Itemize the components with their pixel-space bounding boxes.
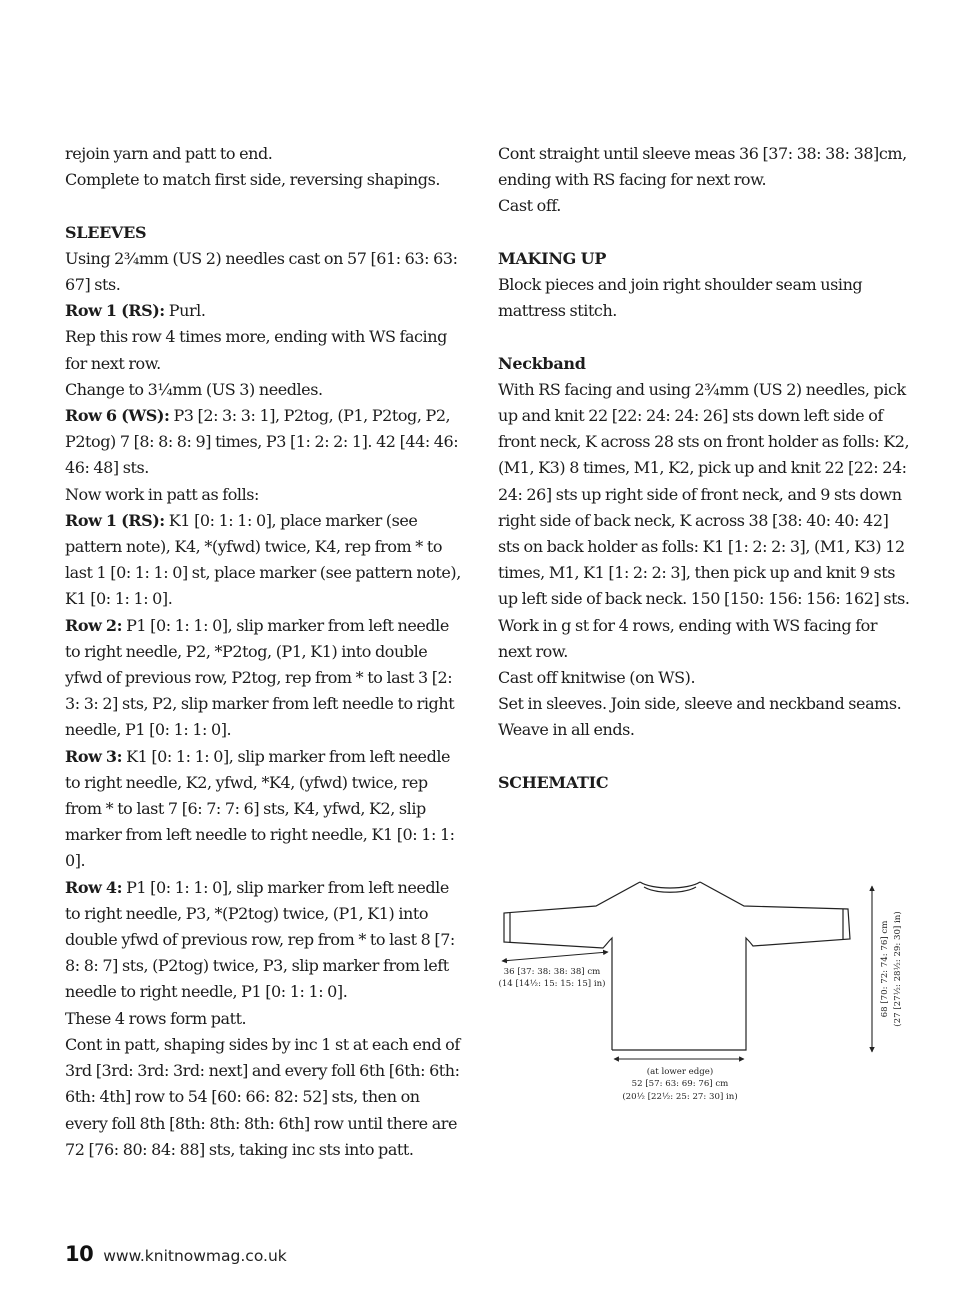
- row1-instruction: [65, 298, 461, 324]
- shaping-text: Cont in patt, shaping sides by inc 1 st at each end of 3rd [3rd: 3rd: 3rd: next] and every foll 6th [6th: 6th: 6th: 4th] row to 54 [60: 66: 82: 52] sts, then on every foll 8th [8th: 8th: 8th: 6th] row until there are 72 [76: 80: 84: 88] sts, taking inc sts into patt.: [65, 1034, 460, 1159]
- schematic-heading: SCHEMATIC: [498, 772, 609, 792]
- patt-row3-instruction: [65, 744, 461, 875]
- sleeves-heading: SLEEVES: [65, 222, 147, 242]
- patt-row4-text: P1 [0: 1: 1: 0], slip marker from left needle to right needle, P3, *(P2tog) twice, (P1, K1) into double yfwd of previous row, rep from * to last 8 [7: 8: 8: 7] sts, (P2tog) twice, P3, slip marker from left needle to right needle, P1 [0: 1: 1: 0].: [65, 877, 455, 1002]
- cast-off-text: Cast off.: [498, 196, 561, 216]
- patt-row1-instruction: [65, 508, 461, 613]
- patt-row2-text: P1 [0: 1: 1: 0], slip marker from left needle to right needle, P2, *P2tog, (P1, K1) into double yfwd of previous row, P2tog, rep from * to last 3 [2: 3: 3: 2] sts, P2, slip marker from left needle to right needle, P1 [0: 1: 1: 0].: [65, 615, 455, 740]
- width-measure-in: (20½ [22½: 25: 27: 30] in): [622, 1092, 738, 1102]
- patt-row3-label: Row 3:: [65, 746, 123, 766]
- block-pieces-text: Block pieces and join right shoulder seam using mattress stitch.: [498, 275, 863, 321]
- patt-row2-instruction: [65, 613, 461, 744]
- rep-text: Rep this row 4 times more, ending with WS facing for next row.: [65, 327, 447, 373]
- g-st-text: Work in g st for 4 rows, ending with WS facing for next row.: [498, 615, 878, 661]
- length-measure-cm: 68 [70: 72: 74: 76] cm: [880, 920, 890, 1018]
- page-footer: [65, 1242, 287, 1272]
- width-measure-cm: 52 [57: 63: 69: 76] cm: [631, 1079, 729, 1089]
- change-needles-text: Change to 3¼mm (US 3) needles.: [65, 379, 323, 399]
- set-in-sleeves-text: Set in sleeves. Join side, sleeve and neckband seams. Weave in all ends.: [498, 694, 902, 740]
- sweater-outline: [504, 882, 850, 1050]
- right-column: [498, 141, 913, 796]
- row1-text: Purl.: [164, 301, 206, 321]
- patt-row3-text: K1 [0: 1: 1: 0], slip marker from left needle to right needle, K2, yfwd, *K4, (yfwd) twice, rep from * to last 7 [6: 7: 7: 6] sts, K4, yfwd, K2, slip marker from left needle to right needle, K1 [0: 1: 1: 0].: [65, 746, 455, 871]
- patt-row4-label: Row 4:: [65, 877, 123, 897]
- sweater-schematic: [496, 868, 916, 1118]
- row6-instruction: [65, 403, 461, 482]
- row1-label: Row 1 (RS):: [65, 301, 165, 321]
- cast-on-text: Using 2¾mm (US 2) needles cast on 57 [61: 63: 63: 67] sts.: [65, 248, 458, 294]
- row6-label: Row 6 (WS):: [65, 406, 170, 426]
- row6-text: P3 [2: 3: 3: 1], P2tog, (P1, P2tog, P2, P2tog) 7 [8: 8: 8: 9] times, P3 [1: 2: 2: 1]. 42 [44: 46: 46: 48] sts.: [65, 406, 459, 478]
- cast-off-knitwise-text: Cast off knitwise (on WS).: [498, 668, 696, 688]
- length-measure-in: (27 [27½: 28½: 29: 30] in): [893, 911, 903, 1027]
- width-note: (at lower edge): [646, 1067, 714, 1077]
- patt-row1-text: K1 [0: 1: 1: 0], place marker (see pattern note), K4, *(yfwd) twice, K4, rep from * to last 1 [0: 1: 1: 0] st, place marker (see pattern note), K1 [0: 1: 1: 0].: [65, 510, 461, 609]
- cont-straight-text: Cont straight until sleeve meas 36 [37: 38: 38: 38]cm, ending with RS facing for next row.: [498, 144, 907, 190]
- left-column: [65, 141, 461, 1163]
- website-link[interactable]: www.knitnowmag.co.uk: [103, 1247, 287, 1265]
- sleeve-measure-cm: 36 [37: 38: 38: 38] cm: [503, 967, 601, 977]
- rejoin-text: rejoin yarn and patt to end.: [65, 144, 273, 163]
- making-up-heading: MAKING UP: [498, 248, 607, 268]
- sleeve-measure-in: (14 [14½: 15: 15: 15] in): [498, 979, 606, 989]
- complete-text: Complete to match first side, reversing shapings.: [65, 170, 440, 190]
- now-work-text: Now work in patt as folls:: [65, 484, 259, 504]
- rows-form-patt-text: These 4 rows form patt.: [65, 1008, 247, 1028]
- neckband-instructions: With RS facing and using 2¾mm (US 2) needles, pick up and knit 22 [22: 24: 24: 26] sts down left side of front neck, K across 28 sts on front holder as folls: K2, (M1, K3) 8 times, M1, K2, pick up and knit 22 [22: 24: 24: 26] sts up right side of front neck, and 9 sts down right side of back neck, K across 38 [38: 40: 40: 42] sts on back holder as folls: K1 [1: 2: 2: 3], (M1, K3) 12 times, M1, K1 [1: 2: 2: 3], then pick up and knit 9 sts up left side of back neck. 150 [150: 156: 156: 162] sts.: [498, 379, 910, 609]
- schematic-drawing: [496, 868, 916, 1118]
- patt-row1-label: Row 1 (RS):: [65, 510, 165, 530]
- patt-row4-instruction: [65, 875, 461, 1006]
- page-number: 10: [65, 1242, 94, 1266]
- neckband-heading: Neckband: [498, 353, 586, 373]
- patt-row2-label: Row 2:: [65, 615, 123, 635]
